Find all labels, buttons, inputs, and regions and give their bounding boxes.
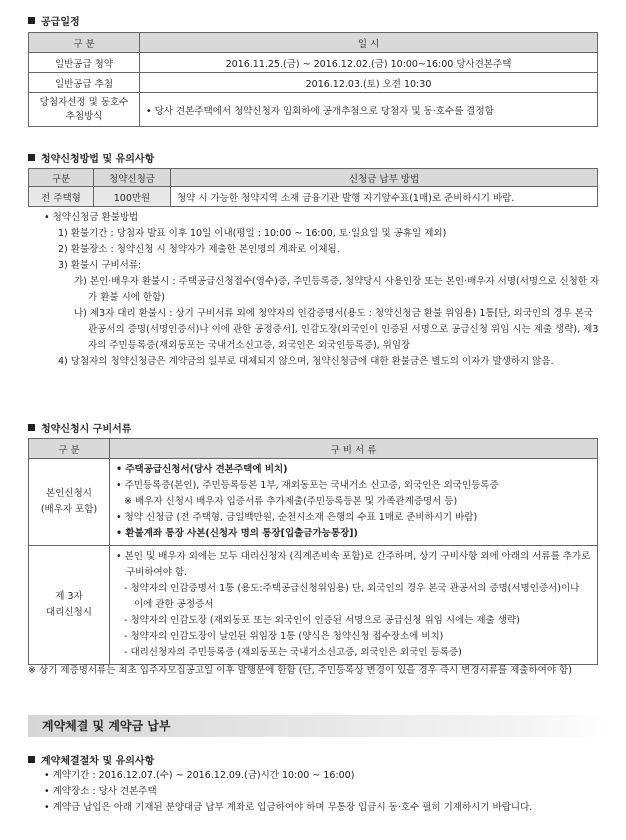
table-row: 본인신청시 (배우자 포함) • 주택공급신청서(당사 견본주택에 비치) • 주민등록증(본인), 주민등록등본 1부, 재외동포는 국내거소 신고증, 외국인은 외국인등록증 ※ 배우자 신청시 배우자 입증서류 추가제출(주민등록등본 및 가족관계증명서 등) • 청약 신청금 (전 주택형, 금일백만원, 순천시소재 은행의 수표 1매로 준비하시기 바람) • 환불계좌 통장 사본(신청자 명의 통장[입출금가능통장]) <box>29 459 598 546</box>
table-row: 일반공급 청약 2016.11.25.(금) ~ 2016.12.02.(금) 10:00~16:00 당사견본주택 <box>29 53 598 73</box>
list-item: - 청약자의 인감도장이 날인된 위임장 1통 (양식은 청약신청 접수장소에 비치) <box>124 631 444 642</box>
square-bullet-icon <box>28 756 35 763</box>
list-item: • 본인 및 배우자 외에는 모두 대리신청자 (직계존비속 포함)로 간주하며, 상기 구비사항 외에 아래의 서류를 추가로 구비하여야 함. <box>116 551 591 578</box>
refund-title: • 청약신청금 환불방법 <box>44 212 139 223</box>
list-item: • 주민등록증(본인), 주민등록등본 1부, 재외동포는 국내거소 신고증, 외국인은 외국인등록증 <box>116 480 499 491</box>
list-item: 1) 환불기간 : 당첨자 발표 이후 10일 이내(평일 : 10:00 ~ 16:00, 토·일요일 및 공휴일 제외) <box>58 228 447 239</box>
list-item: 2) 환불장소 : 청약신청 시 청약자가 제출한 본인명의 계좌로 이체됨. <box>58 244 340 255</box>
contract-list <box>28 768 603 816</box>
list-item: - 청약자의 인감도장 (재외동포 또는 외국인이 인증된 서명으로 공급신청 위임 시에는 제출 생략) <box>124 615 520 626</box>
contract-banner: 계약체결 및 계약금 납부 <box>28 715 612 737</box>
table-header: 일 시 <box>140 33 598 53</box>
table-row: 당첨자선정 및 동호수 추첨방식 • 당사 견본주택에서 청약신청자 입회하에 공개추첨으로 당첨자 및 동·호수를 결정함 <box>29 93 598 127</box>
list-item: - 대리신청자의 주민등록증 (재외동포는 국내거소신고증, 외국인은 외국인 등록증) <box>124 647 462 658</box>
application-method-table: 구분 청약신청금 신청금 납부 방법 전 주택형 100만원 청약 시 가능한 청약지역 소재 금융기관 발행 자기앞수표(1매)로 준비하시기 바람. <box>28 168 598 207</box>
square-bullet-icon <box>28 17 35 24</box>
list-item: - 청약자의 인감증명서 1통 (용도:주택공급신청위임용) 단, 외국인의 경우 본국 관공서의 증명(서명인증서)이나 이에 관한 공정증서 <box>124 583 580 610</box>
documents-title: 청약신청시 구비서류 <box>28 420 131 435</box>
contract-subtitle: 계약체결절차 및 유의사항 <box>28 752 154 767</box>
list-item: ※ 배우자 신청시 배우자 입증서류 추가제출(주민등록등본 및 가족관계증명서 등) <box>124 496 458 507</box>
list-item: • 청약 신청금 (전 주택형, 금일백만원, 순천시소재 은행의 수표 1매로 준비하시기 바람) <box>116 512 478 523</box>
documents-note: ※ 상기 제증명서류는 최초 입주자모집공고일 이후 발행분에 한함 (단, 주민등록상 변경이 있을 경우 즉시 변경서류를 제출하여야 함) <box>28 665 572 676</box>
list-item: 나) 제3자 대리 환불시 : 상기 구비서류 외에 청약자의 인감증명서(용도 : 청약신청금 환불 위임용) 1통[단, 외국인의 경우 본국 관공서의 증명(서명인증서)나 이에 관한 공정증서], 인감도장(외국인이 인증된 서명으로 공급신청 위임 시는 제출 생략), 제3자의 주민등록증(재외동포는 국내거소신고증, 외국인은 외국인등록증), 위임장 <box>74 308 599 351</box>
list-item: 3) 환불시 구비서류: <box>58 260 142 271</box>
application-method-title: 청약신청방법 및 유의사항 <box>28 150 154 165</box>
documents-table: 구 분 구 비 서 류 본인신청시 (배우자 포함) • 주택공급신청서(당사 견본주택에 비치) • 주민등록증(본인), 주민등록등본 1부, 재외동포는 국내거소 신고증, 외국인은 외국인등록증 ※ 배우자 신청시 배우자 입증서류 추가제출(주민등록등본 및 가족관계증명서 등) • 청약 신청금 (전 주택형, 금일백만원, 순천시소재 은행의 수표 1매로 준비하시기 바람) • 환불계좌 통장 사본(신청자 명의 통장[입출금가능통장]) 제 3자 대리신청시 • 본인 및 배우자 외에는 모두 대리신청자 (직계존비속 포함)로 간주하며, 상기 구비사항 외에 아래의 서류를 추가로 구비하여야 함. - 청약자의 인감증명서 1통 (용도:주택공급신청위임용) 단, 외국인의 경우 본국 관공서의 증명(서명인증서)이나 이에 관한 공정증서 - 청약자의 인감도장 (재외동포 또는 외국인이 인증된 서명으로 공급신청 위임 시에는 제출 생략) - 청약자의 인감도장이 날인된 위임장 1통 (양식은 청약신청 접수장소에 비치) - 대리신청자의 주민등록증 (재외동포는 국내거소신고증, 외국인은 외국인 등록증) <box>28 438 598 665</box>
table-header: 구 분 <box>29 33 140 53</box>
square-bullet-icon <box>28 424 35 431</box>
table-row: 전 주택형 100만원 청약 시 가능한 청약지역 소재 금융기관 발행 자기앞수표(1매)로 준비하시기 바람. <box>29 187 598 207</box>
supply-schedule-title: 공급일정 <box>28 13 80 28</box>
refund-section <box>28 210 603 370</box>
table-row: 일반공급 추첨 2016.12.03.(토) 오전 10:30 <box>29 73 598 93</box>
square-bullet-icon <box>28 154 35 161</box>
list-item: • 주택공급신청서(당사 견본주택에 비치) <box>116 464 288 475</box>
list-item: • 계약장소 : 당사 견본주택 <box>44 786 157 797</box>
list-item: 가) 본인·배우자 환불시 : 주택공급신청접수(영수)증, 주민등록증, 청약당시 사용인장 또는 본인·배우자 서명(서명으로 신청한 자가 환불 시에 한함) <box>74 276 600 303</box>
list-item: • 계약기간 : 2016.12.07.(수) ~ 2016.12.09.(금)시간 10:00 ~ 16:00) <box>44 770 355 781</box>
list-item: 4) 당첨자의 청약신청금은 계약금의 일부로 대체되지 않으며, 청약신청금에 대한 환불금은 별도의 이자가 발생하지 않음. <box>58 356 554 367</box>
list-item: • 계약금 납입은 아래 기재된 분양대금 납부 계좌로 입금하여야 하며 무통장 입금시 동·호수 필히 기재하시기 바랍니다. <box>44 802 533 813</box>
table-row: 제 3자 대리신청시 • 본인 및 배우자 외에는 모두 대리신청자 (직계존비속 포함)로 간주하며, 상기 구비사항 외에 아래의 서류를 추가로 구비하여야 함. - 청약자의 인감증명서 1통 (용도:주택공급신청위임용) 단, 외국인의 경우 본국 관공서의 증명(서명인증서)이나 이에 관한 공정증서 - 청약자의 인감도장 (재외동포 또는 외국인이 인증된 서명으로 공급신청 위임 시에는 제출 생략) - 청약자의 인감도장이 날인된 위임장 1통 (양식은 청약신청 접수장소에 비치) - 대리신청자의 주민등록증 (재외동포는 국내거소신고증, 외국인은 외국인 등록증) <box>29 546 598 665</box>
supply-schedule-table <box>28 32 598 127</box>
list-item: • 환불계좌 통장 사본(신청자 명의 통장[입출금가능통장]) <box>116 528 358 539</box>
